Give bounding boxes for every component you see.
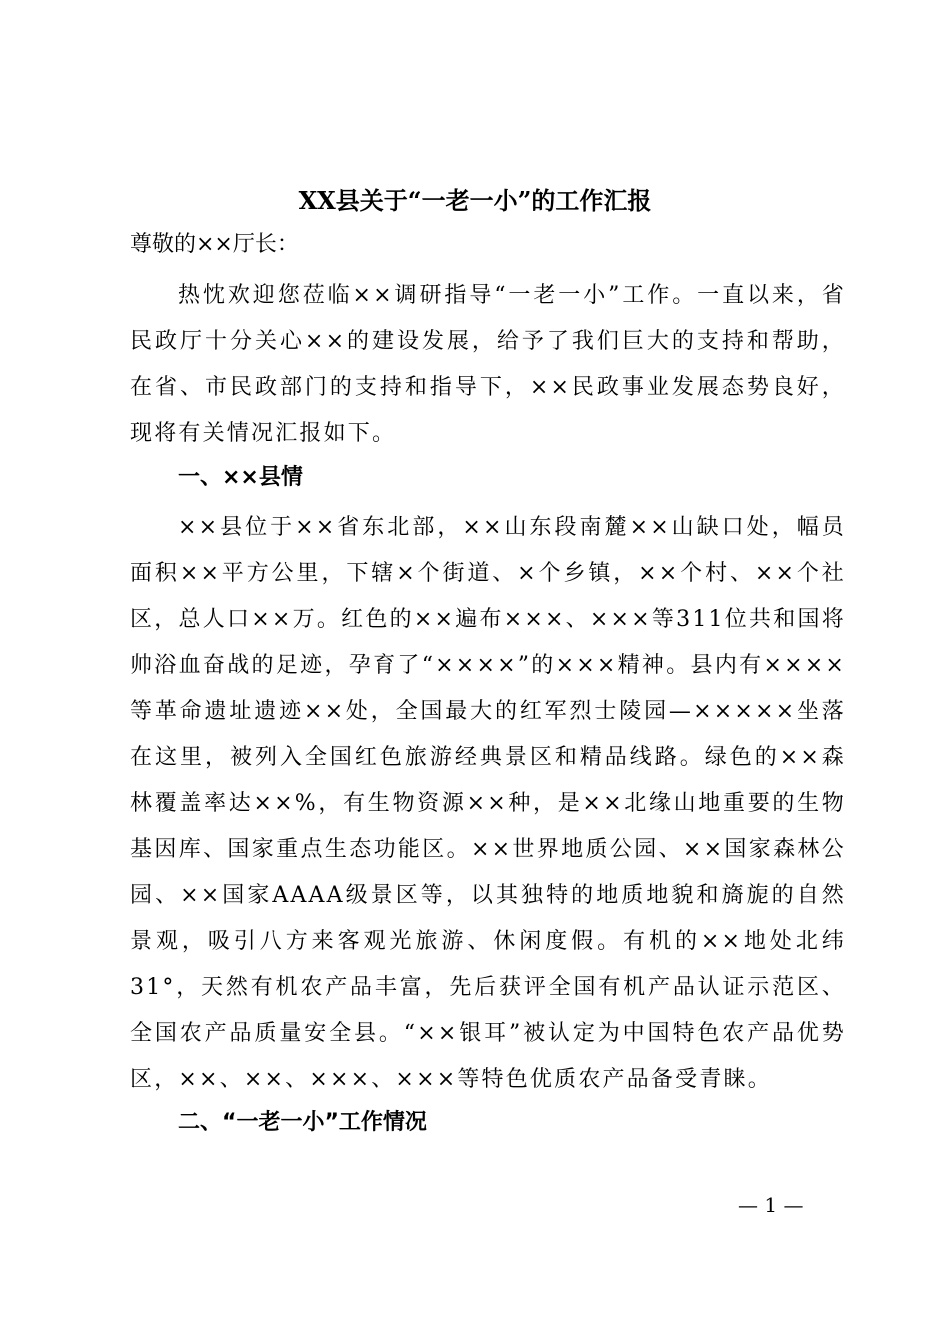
document-title: XX县关于“一老一小”的工作汇报 (298, 186, 652, 215)
section-heading-county-overview: 一、××县情 (178, 465, 303, 490)
intro-paragraph: 热忱欢迎您莅临××调研指导“一老一小”工作。一直以来，省民政厅十分关心××的建设发展，给予了我们巨大的支持和帮助，在省、市民政部门的支持和指导下，××民政事业发展态势良好，现将有关情况汇报如下。 (130, 283, 846, 446)
section-heading-work-status: 二、“一老一小”工作情况 (178, 1110, 427, 1135)
county-overview-paragraph: ××县位于××省东北部，××山东段南麓××山缺口处，幅员面积××平方公里，下辖×个街道、×个乡镇，××个村、××个社区，总人口××万。红色的××遍布×××、×××等311位共和国将帅浴血奋战的足迹，孕育了“××××”的×××精神。县内有××××等革命遗址遗迹××处，全国最大的红军烈士陵园—×××××坐落在这里，被列入全国红色旅游经典景区和精品线路。绿色的××森林覆盖率达××%，有生物资源××种，是××北缘山地重要的生物基因库、国家重点生态功能区。××世界地质公园、××国家森林公园、××国家AAAA级景区等，以其独特的地质地貌和旖旎的自然景观，吸引八方来客观光旅游、休闲度假。有机的××地处北纬31°，天然有机农产品丰富，先后获评全国有机产品认证示范区、全国农产品质量安全县。“××银耳”被认定为中国特色农产品优势区，××、××、×××、×××等特色优质农产品备受青睐。 (130, 515, 846, 1092)
salutation: 尊敬的××厅长： (130, 232, 299, 257)
page-number: — 1 — (738, 1193, 804, 1217)
